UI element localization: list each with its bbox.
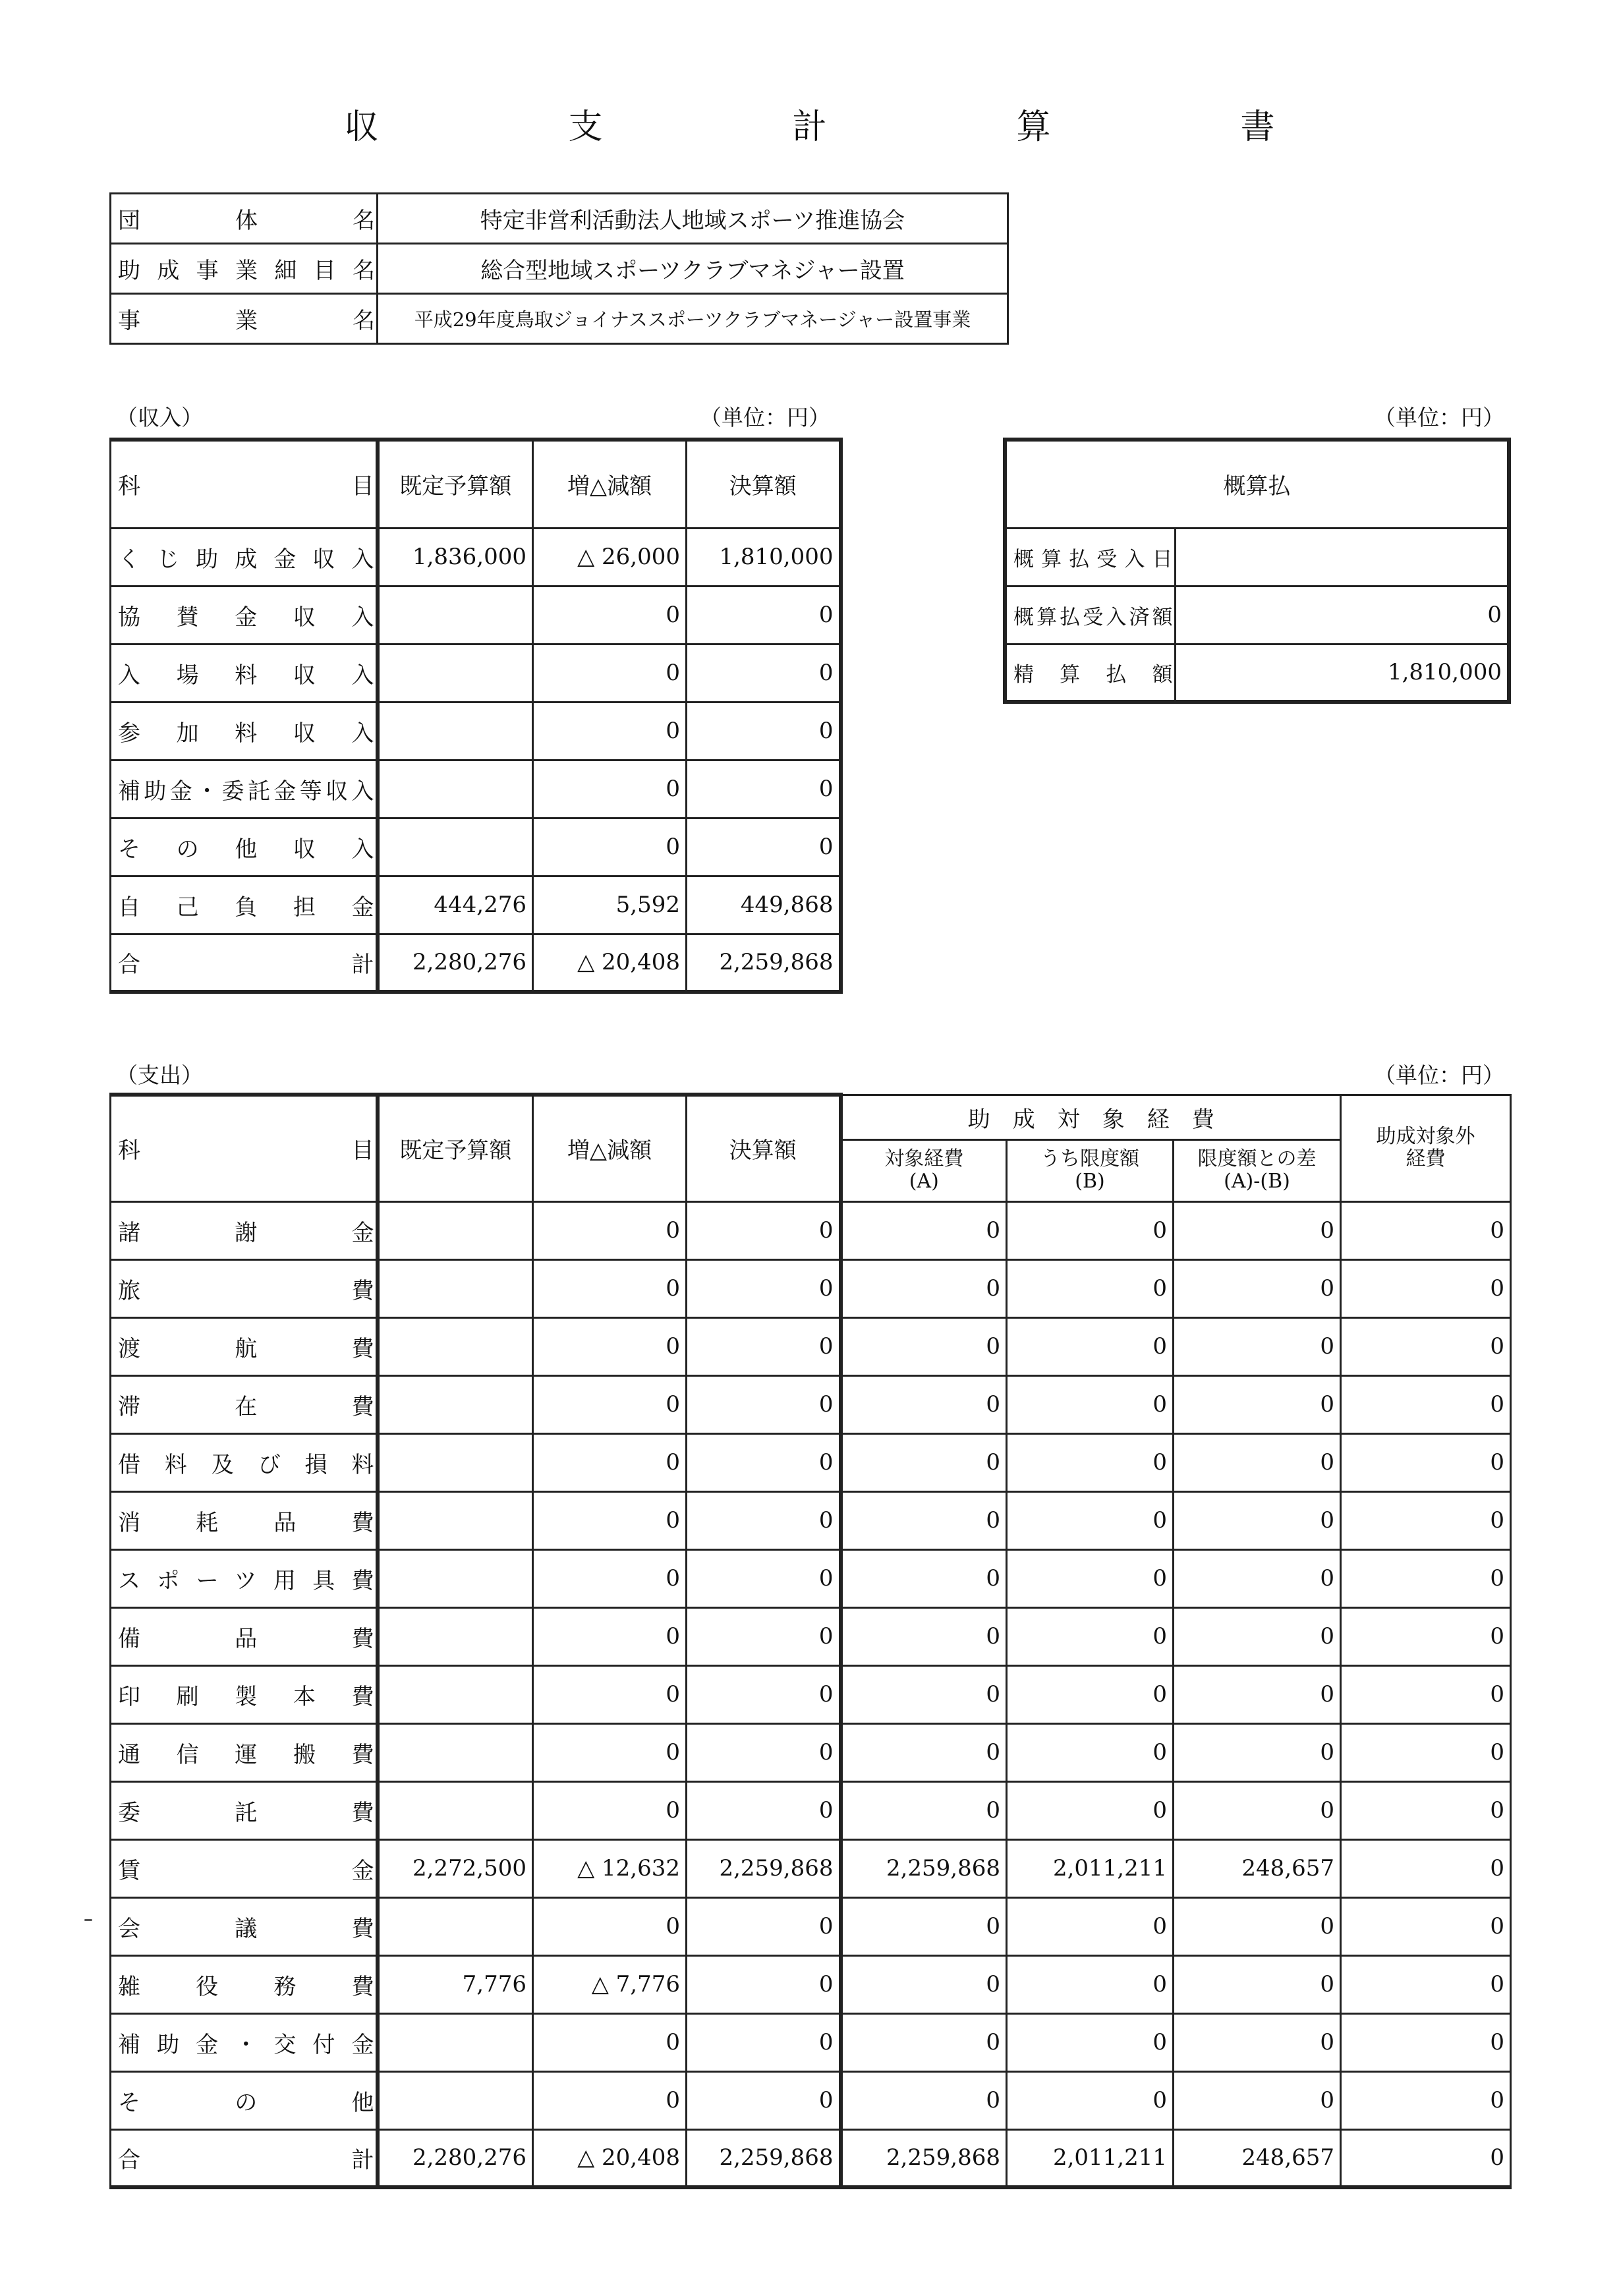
expense-target-a-cell: 0 bbox=[841, 1375, 1007, 1433]
expense-settled-cell: 0 bbox=[687, 1607, 841, 1665]
income-budget-cell bbox=[378, 644, 533, 702]
expense-item-label: 滞在費 bbox=[111, 1375, 378, 1433]
expense-item-label: 備品費 bbox=[111, 1607, 378, 1665]
income-item-label: 合計 bbox=[111, 934, 378, 992]
expense-limit-b-cell: 0 bbox=[1007, 1665, 1174, 1723]
advance-row bbox=[1005, 644, 1509, 702]
expense-target-a-cell: 0 bbox=[841, 2071, 1007, 2129]
expense-item-label: 合計 bbox=[111, 2129, 378, 2187]
expense-item-label: 渡航費 bbox=[111, 1317, 378, 1375]
expense-out-of-scope-cell: 0 bbox=[1341, 1433, 1511, 1491]
expense-target-a-cell: 0 bbox=[841, 1433, 1007, 1491]
income-change-cell: 0 bbox=[533, 586, 687, 644]
expense-limit-b-cell: 0 bbox=[1007, 1549, 1174, 1607]
income-settled-cell: 0 bbox=[687, 644, 841, 702]
income-header-budget: 既定予算額 bbox=[378, 440, 533, 528]
expense-difference-cell: 0 bbox=[1174, 1549, 1341, 1607]
income-item-label: 自己負担金 bbox=[111, 876, 378, 934]
difference-line1: 限度額との差 bbox=[1197, 1147, 1317, 1170]
advance-header: 概算払 bbox=[1005, 440, 1509, 528]
advance-value: 1,810,000 bbox=[1175, 644, 1509, 702]
expense-budget-cell bbox=[378, 1259, 533, 1317]
expense-difference-cell: 248,657 bbox=[1174, 1839, 1341, 1897]
expense-target-a-cell: 2,259,868 bbox=[841, 2129, 1007, 2187]
expense-item-label: 雑役務費 bbox=[111, 1955, 378, 2013]
expense-target-a-cell: 0 bbox=[841, 1723, 1007, 1781]
expense-change-cell: 0 bbox=[533, 2013, 687, 2071]
expense-difference-cell: 0 bbox=[1174, 1665, 1341, 1723]
expense-difference-cell: 0 bbox=[1174, 1433, 1341, 1491]
document-title: 収 支 計 算 書 bbox=[344, 107, 1353, 147]
expense-difference-cell: 0 bbox=[1174, 1375, 1341, 1433]
expense-limit-b-cell: 0 bbox=[1007, 1259, 1174, 1317]
expense-budget-cell: 2,272,500 bbox=[378, 1839, 533, 1897]
expense-settled-cell: 0 bbox=[687, 1375, 841, 1433]
expense-row bbox=[111, 2071, 1511, 2129]
expense-settled-cell: 0 bbox=[687, 2071, 841, 2129]
advance-row bbox=[1005, 528, 1509, 586]
expense-item-label: 印刷製本費 bbox=[111, 1665, 378, 1723]
out-of-scope-line1: 助成対象外 bbox=[1376, 1125, 1475, 1148]
expense-row bbox=[111, 1839, 1511, 1897]
income-item-label: 入場料収入 bbox=[111, 644, 378, 702]
expense-target-a-cell: 0 bbox=[841, 1491, 1007, 1549]
expense-limit-b-cell: 0 bbox=[1007, 1433, 1174, 1491]
income-budget-cell: 2,280,276 bbox=[378, 934, 533, 992]
expense-change-cell: 0 bbox=[533, 1433, 687, 1491]
income-table bbox=[109, 438, 843, 994]
out-of-scope-line2: 経費 bbox=[1406, 1147, 1446, 1170]
advance-value bbox=[1175, 528, 1509, 586]
expense-limit-b-cell: 0 bbox=[1007, 2071, 1174, 2129]
expense-row bbox=[111, 1375, 1511, 1433]
advance-label: 概算払受入日 bbox=[1005, 528, 1175, 586]
income-total-row bbox=[111, 934, 841, 992]
income-change-cell: 5,592 bbox=[533, 876, 687, 934]
expense-change-cell: 0 bbox=[533, 1317, 687, 1375]
expense-table bbox=[109, 1093, 1512, 2189]
expense-budget-cell bbox=[378, 2071, 533, 2129]
expense-budget-cell bbox=[378, 1549, 533, 1607]
expense-limit-b-cell: 0 bbox=[1007, 1317, 1174, 1375]
expense-difference-cell: 0 bbox=[1174, 1955, 1341, 2013]
expense-difference-cell: 0 bbox=[1174, 1723, 1341, 1781]
info-row bbox=[111, 194, 1008, 244]
expense-limit-b-cell: 0 bbox=[1007, 1897, 1174, 1955]
expense-change-cell: 0 bbox=[533, 1375, 687, 1433]
info-value: 特定非営利活動法人地域スポーツ推進協会 bbox=[378, 194, 1008, 244]
expense-row bbox=[111, 2013, 1511, 2071]
income-settled-cell: 449,868 bbox=[687, 876, 841, 934]
expense-row bbox=[111, 1607, 1511, 1665]
expense-difference-cell: 0 bbox=[1174, 1607, 1341, 1665]
income-change-cell: 0 bbox=[533, 702, 687, 760]
expense-row bbox=[111, 1665, 1511, 1723]
expense-change-cell: △ 20,408 bbox=[533, 2129, 687, 2187]
expense-row bbox=[111, 1317, 1511, 1375]
expense-budget-cell bbox=[378, 1665, 533, 1723]
expense-budget-cell bbox=[378, 1607, 533, 1665]
expense-change-cell: 0 bbox=[533, 1491, 687, 1549]
info-label: 助成事業細目名 bbox=[111, 244, 378, 294]
expense-limit-b-cell: 0 bbox=[1007, 1781, 1174, 1839]
info-label: 団体名 bbox=[111, 194, 378, 244]
expense-row bbox=[111, 1201, 1511, 1259]
expense-change-cell: △ 12,632 bbox=[533, 1839, 687, 1897]
income-budget-cell: 1,836,000 bbox=[378, 528, 533, 586]
expense-budget-cell: 2,280,276 bbox=[378, 2129, 533, 2187]
income-row bbox=[111, 818, 841, 876]
advance-unit-label: （単位：円） bbox=[1374, 405, 1504, 430]
income-change-cell: 0 bbox=[533, 644, 687, 702]
income-item-label: 補助金・委託金等収入 bbox=[111, 760, 378, 818]
expense-out-of-scope-cell: 0 bbox=[1341, 1259, 1511, 1317]
expense-limit-b-cell: 0 bbox=[1007, 1955, 1174, 2013]
expense-out-of-scope-cell: 0 bbox=[1341, 1549, 1511, 1607]
expense-item-label: 補助金・交付金 bbox=[111, 2013, 378, 2071]
expense-target-a-cell: 0 bbox=[841, 1607, 1007, 1665]
expense-row bbox=[111, 1897, 1511, 1955]
expense-limit-b-cell: 0 bbox=[1007, 1201, 1174, 1259]
advance-label: 精算払額 bbox=[1005, 644, 1175, 702]
expense-target-a-cell: 0 bbox=[841, 1549, 1007, 1607]
expense-item-label: 借料及び損料 bbox=[111, 1433, 378, 1491]
expense-settled-cell: 0 bbox=[687, 1665, 841, 1723]
expense-item-label: その他 bbox=[111, 2071, 378, 2129]
expense-out-of-scope-cell: 0 bbox=[1341, 2129, 1511, 2187]
expense-settled-cell: 2,259,868 bbox=[687, 1839, 841, 1897]
expense-difference-cell: 0 bbox=[1174, 1781, 1341, 1839]
expense-out-of-scope-cell: 0 bbox=[1341, 1839, 1511, 1897]
target-a-line2: (A) bbox=[909, 1170, 939, 1193]
income-item-label: その他収入 bbox=[111, 818, 378, 876]
expense-limit-b-cell: 2,011,211 bbox=[1007, 2129, 1174, 2187]
income-budget-cell bbox=[378, 760, 533, 818]
expense-budget-cell bbox=[378, 1375, 533, 1433]
expense-difference-cell: 0 bbox=[1174, 1317, 1341, 1375]
expense-header-subsidy-group: 助 成 対 象 経 費 bbox=[841, 1095, 1341, 1139]
expense-target-a-cell: 0 bbox=[841, 1955, 1007, 2013]
expense-settled-cell: 0 bbox=[687, 1491, 841, 1549]
expense-row bbox=[111, 1955, 1511, 2013]
info-value: 平成29年度鳥取ジョイナススポーツクラブマネージャー設置事業 bbox=[378, 294, 1008, 344]
expense-change-cell: 0 bbox=[533, 1201, 687, 1259]
expense-budget-cell bbox=[378, 1897, 533, 1955]
expense-header-out-of-scope bbox=[1341, 1095, 1511, 1201]
expense-out-of-scope-cell: 0 bbox=[1341, 1955, 1511, 2013]
expense-change-cell: 0 bbox=[533, 1781, 687, 1839]
income-item-label: くじ助成金収入 bbox=[111, 528, 378, 586]
expense-settled-cell: 0 bbox=[687, 1317, 841, 1375]
income-unit-label: （単位：円） bbox=[700, 405, 830, 430]
expense-row bbox=[111, 1723, 1511, 1781]
expense-out-of-scope-cell: 0 bbox=[1341, 1201, 1511, 1259]
expense-target-a-cell: 0 bbox=[841, 1665, 1007, 1723]
expense-target-a-cell: 0 bbox=[841, 2013, 1007, 2071]
expense-out-of-scope-cell: 0 bbox=[1341, 1607, 1511, 1665]
income-settled-cell: 0 bbox=[687, 586, 841, 644]
income-change-cell: 0 bbox=[533, 818, 687, 876]
info-row bbox=[111, 244, 1008, 294]
expense-section-label: （支出） bbox=[116, 1062, 203, 1088]
expense-target-a-cell: 0 bbox=[841, 1259, 1007, 1317]
expense-limit-b-cell: 0 bbox=[1007, 1607, 1174, 1665]
income-change-cell: △ 26,000 bbox=[533, 528, 687, 586]
expense-row bbox=[111, 1491, 1511, 1549]
expense-item-label: 旅費 bbox=[111, 1259, 378, 1317]
income-row bbox=[111, 586, 841, 644]
expense-difference-cell: 0 bbox=[1174, 2013, 1341, 2071]
income-header-item: 科目 bbox=[111, 440, 378, 528]
income-settled-cell: 1,810,000 bbox=[687, 528, 841, 586]
expense-item-label: 賃金 bbox=[111, 1839, 378, 1897]
expense-header-settled: 決算額 bbox=[687, 1095, 841, 1201]
expense-budget-cell bbox=[378, 1433, 533, 1491]
advance-payment-table bbox=[1003, 438, 1511, 704]
difference-line2: (A)-(B) bbox=[1224, 1170, 1290, 1193]
expense-limit-b-cell: 0 bbox=[1007, 1723, 1174, 1781]
expense-limit-b-cell: 0 bbox=[1007, 1375, 1174, 1433]
income-budget-cell bbox=[378, 586, 533, 644]
expense-difference-cell: 0 bbox=[1174, 1259, 1341, 1317]
expense-settled-cell: 0 bbox=[687, 1781, 841, 1839]
limit-b-line2: (B) bbox=[1075, 1170, 1105, 1193]
expense-item-label: 会議費 bbox=[111, 1897, 378, 1955]
expense-budget-cell: 7,776 bbox=[378, 1955, 533, 2013]
income-settled-cell: 0 bbox=[687, 702, 841, 760]
info-value: 総合型地域スポーツクラブマネジャー設置 bbox=[378, 244, 1008, 294]
income-settled-cell: 2,259,868 bbox=[687, 934, 841, 992]
expense-settled-cell: 2,259,868 bbox=[687, 2129, 841, 2187]
income-budget-cell bbox=[378, 818, 533, 876]
expense-item-label: 消耗品費 bbox=[111, 1491, 378, 1549]
expense-row bbox=[111, 1433, 1511, 1491]
expense-change-cell: 0 bbox=[533, 1723, 687, 1781]
expense-budget-cell bbox=[378, 1491, 533, 1549]
income-row bbox=[111, 644, 841, 702]
expense-settled-cell: 0 bbox=[687, 1259, 841, 1317]
expense-budget-cell bbox=[378, 1723, 533, 1781]
income-item-label: 参加料収入 bbox=[111, 702, 378, 760]
advance-label: 概算払受入済額 bbox=[1005, 586, 1175, 644]
target-a-line1: 対象経費 bbox=[884, 1147, 964, 1170]
expense-budget-cell bbox=[378, 1781, 533, 1839]
expense-budget-cell bbox=[378, 1201, 533, 1259]
income-row bbox=[111, 528, 841, 586]
expense-settled-cell: 0 bbox=[687, 1549, 841, 1607]
expense-unit-label: （単位：円） bbox=[1374, 1062, 1504, 1088]
income-budget-cell: 444,276 bbox=[378, 876, 533, 934]
income-budget-cell bbox=[378, 702, 533, 760]
expense-target-a-cell: 0 bbox=[841, 1201, 1007, 1259]
expense-item-label: 通信運搬費 bbox=[111, 1723, 378, 1781]
expense-target-a-cell: 0 bbox=[841, 1317, 1007, 1375]
expense-header-difference bbox=[1174, 1139, 1341, 1201]
expense-settled-cell: 0 bbox=[687, 1433, 841, 1491]
expense-out-of-scope-cell: 0 bbox=[1341, 1317, 1511, 1375]
income-item-label: 協賛金収入 bbox=[111, 586, 378, 644]
expense-settled-cell: 0 bbox=[687, 1897, 841, 1955]
expense-item-label: スポーツ用具費 bbox=[111, 1549, 378, 1607]
expense-change-cell: 0 bbox=[533, 1665, 687, 1723]
scan-mark bbox=[84, 1919, 92, 1921]
income-settled-cell: 0 bbox=[687, 760, 841, 818]
expense-difference-cell: 0 bbox=[1174, 1201, 1341, 1259]
organization-info-table bbox=[109, 192, 1009, 345]
expense-out-of-scope-cell: 0 bbox=[1341, 2013, 1511, 2071]
expense-out-of-scope-cell: 0 bbox=[1341, 1375, 1511, 1433]
expense-target-a-cell: 2,259,868 bbox=[841, 1839, 1007, 1897]
expense-change-cell: 0 bbox=[533, 1259, 687, 1317]
expense-settled-cell: 0 bbox=[687, 1723, 841, 1781]
income-settled-cell: 0 bbox=[687, 818, 841, 876]
income-change-cell: 0 bbox=[533, 760, 687, 818]
expense-change-cell: 0 bbox=[533, 2071, 687, 2129]
expense-item-label: 委託費 bbox=[111, 1781, 378, 1839]
expense-target-a-cell: 0 bbox=[841, 1781, 1007, 1839]
expense-row bbox=[111, 1549, 1511, 1607]
limit-b-line1: うち限度額 bbox=[1040, 1147, 1139, 1170]
expense-change-cell: 0 bbox=[533, 1897, 687, 1955]
income-row bbox=[111, 876, 841, 934]
expense-header-limit-b bbox=[1007, 1139, 1174, 1201]
expense-out-of-scope-cell: 0 bbox=[1341, 1665, 1511, 1723]
expense-total-row bbox=[111, 2129, 1511, 2187]
info-row bbox=[111, 294, 1008, 344]
expense-change-cell: 0 bbox=[533, 1549, 687, 1607]
expense-difference-cell: 248,657 bbox=[1174, 2129, 1341, 2187]
expense-limit-b-cell: 0 bbox=[1007, 1491, 1174, 1549]
expense-header-target-a bbox=[841, 1139, 1007, 1201]
advance-row bbox=[1005, 586, 1509, 644]
expense-budget-cell bbox=[378, 2013, 533, 2071]
income-section-label: （収入） bbox=[116, 405, 203, 430]
expense-settled-cell: 0 bbox=[687, 1955, 841, 2013]
expense-difference-cell: 0 bbox=[1174, 2071, 1341, 2129]
expense-settled-cell: 0 bbox=[687, 1201, 841, 1259]
expense-header-budget: 既定予算額 bbox=[378, 1095, 533, 1201]
expense-change-cell: △ 7,776 bbox=[533, 1955, 687, 2013]
expense-target-a-cell: 0 bbox=[841, 1897, 1007, 1955]
income-row bbox=[111, 760, 841, 818]
expense-out-of-scope-cell: 0 bbox=[1341, 2071, 1511, 2129]
expense-budget-cell bbox=[378, 1317, 533, 1375]
expense-header-item: 科目 bbox=[111, 1095, 378, 1201]
expense-settled-cell: 0 bbox=[687, 2013, 841, 2071]
info-label: 事業名 bbox=[111, 294, 378, 344]
advance-value: 0 bbox=[1175, 586, 1509, 644]
expense-limit-b-cell: 0 bbox=[1007, 2013, 1174, 2071]
expense-out-of-scope-cell: 0 bbox=[1341, 1897, 1511, 1955]
expense-difference-cell: 0 bbox=[1174, 1897, 1341, 1955]
expense-header-change: 増△減額 bbox=[533, 1095, 687, 1201]
expense-row bbox=[111, 1781, 1511, 1839]
expense-out-of-scope-cell: 0 bbox=[1341, 1491, 1511, 1549]
income-header-change: 増△減額 bbox=[533, 440, 687, 528]
expense-item-label: 諸謝金 bbox=[111, 1201, 378, 1259]
expense-limit-b-cell: 2,011,211 bbox=[1007, 1839, 1174, 1897]
expense-difference-cell: 0 bbox=[1174, 1491, 1341, 1549]
expense-change-cell: 0 bbox=[533, 1607, 687, 1665]
expense-out-of-scope-cell: 0 bbox=[1341, 1781, 1511, 1839]
income-header-settled: 決算額 bbox=[687, 440, 841, 528]
expense-out-of-scope-cell: 0 bbox=[1341, 1723, 1511, 1781]
income-change-cell: △ 20,408 bbox=[533, 934, 687, 992]
income-row bbox=[111, 702, 841, 760]
expense-row bbox=[111, 1259, 1511, 1317]
